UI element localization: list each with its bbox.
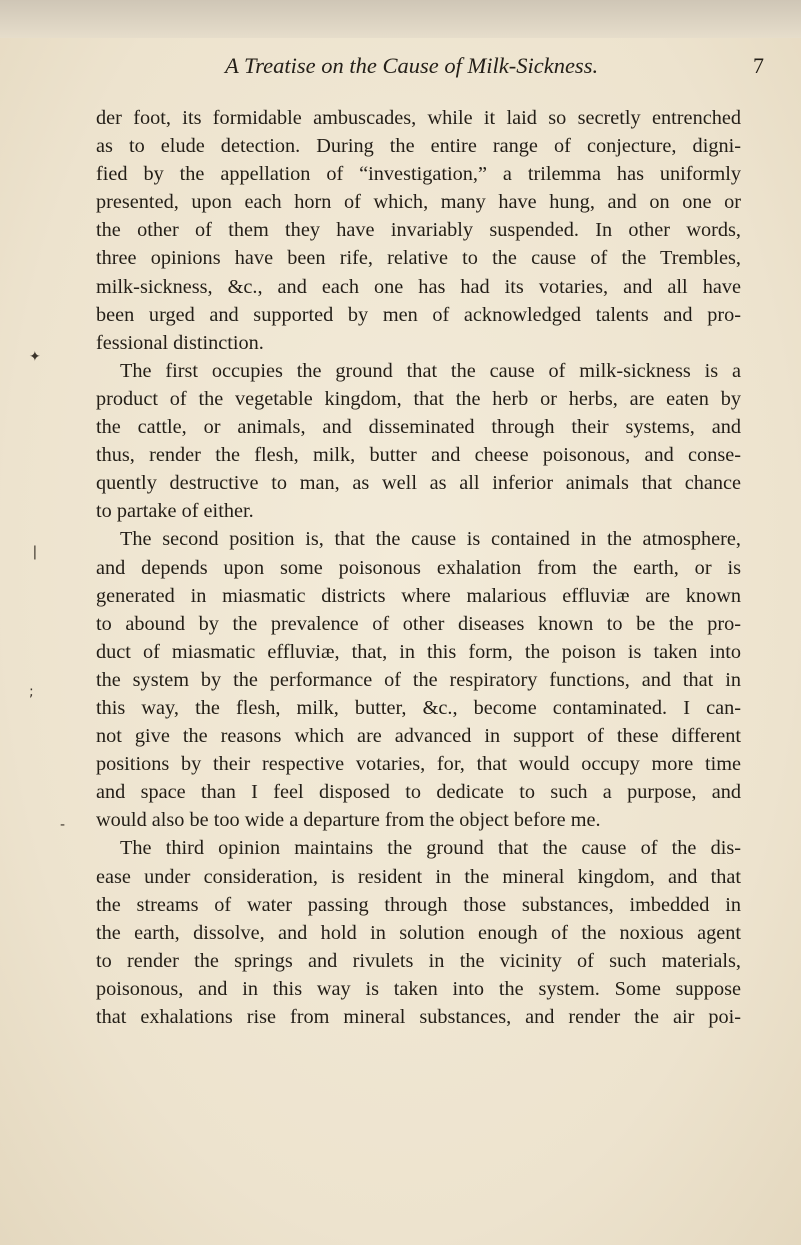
text-line: the system by the performance of the respiratory functions, and that in <box>96 668 741 691</box>
text-line: the earth, dissolve, and hold in solution enough of the noxious agent <box>96 921 741 944</box>
text-line: that exhalations rise from mineral substances, and render the air poi- <box>96 1006 741 1028</box>
text-line: generated in miasmatic districts where malarious effluviæ are known <box>96 584 741 607</box>
paragraph-first-line: The third opinion maintains the ground that the cause of the dis- <box>120 837 741 860</box>
paragraph-first-line: The second position is, that the cause is contained in the atmosphere, <box>120 528 741 551</box>
text-line: milk-sickness, &c., and each one has had its votaries, and all have <box>96 275 741 298</box>
text-line: presented, upon each horn of which, many have hung, and on one or <box>96 191 741 214</box>
paragraph-end-line: fessional distinction. <box>96 331 264 354</box>
text-line: positions by their respective votaries, for, that would occupy more time <box>96 753 741 776</box>
text-line: duct of miasmatic effluviæ, that, in this form, the poison is taken into <box>96 640 741 663</box>
margin-mark: ✦ <box>29 349 41 365</box>
text-line: thus, render the flesh, milk, butter and cheese poisonous, and conse- <box>96 444 741 467</box>
text-line: been urged and supported by men of acknowledged talents and pro- <box>96 303 741 326</box>
text-line: to abound by the prevalence of other diseases known to be the pro- <box>96 612 741 635</box>
text-line: product of the vegetable kingdom, that the herb or herbs, are eaten by <box>96 387 741 410</box>
text-line: quently destructive to man, as well as all inferior animals that chance <box>96 472 741 495</box>
text-line: to render the springs and rivulets in the vicinity of such materials, <box>96 949 741 972</box>
running-title: A Treatise on the Cause of Milk-Sickness. <box>225 53 599 78</box>
page-top-shadow <box>0 0 801 38</box>
text-line: ease under consideration, is resident in the mineral kingdom, and that <box>96 865 741 888</box>
margin-mark: ❘ <box>29 544 41 560</box>
text-line: the streams of water passing through those substances, imbedded in <box>96 893 741 916</box>
text-line: and depends upon some poisonous exhalation from the earth, or is <box>96 556 741 579</box>
text-line: the other of them they have invariably suspended. In other words, <box>96 219 741 242</box>
text-line: and space than I feel disposed to dedicate to such a purpose, and <box>96 781 741 804</box>
text-line: this way, the flesh, milk, butter, &c., become contaminated. I can- <box>96 696 741 719</box>
page-number: 7 <box>753 53 764 78</box>
text-line: as to elude detection. During the entire range of conjecture, digni- <box>96 135 741 158</box>
text-line: der foot, its formidable ambuscades, while it laid so secretly entrenched <box>96 107 741 129</box>
paragraph-end-line: to partake of either. <box>96 500 254 523</box>
text-line: fied by the appellation of “investigation,” a trilemma has uniformly <box>96 163 741 186</box>
text-line: not give the reasons which are advanced in support of these different <box>96 725 741 748</box>
text-line: the cattle, or animals, and disseminated through their systems, and <box>96 416 741 439</box>
text-line: poisonous, and in this way is taken into the system. Some suppose <box>96 977 741 1000</box>
paragraph-end-line: would also be too wide a departure from the object before me. <box>96 809 601 832</box>
body-text <box>96 104 741 1031</box>
text-line: three opinions have been rife, relative to the cause of the Trembles, <box>96 247 741 270</box>
margin-mark: - <box>60 817 66 833</box>
paragraph-first-line: The first occupies the ground that the cause of milk-sickness is a <box>120 359 741 382</box>
margin-mark: ; <box>29 684 34 700</box>
page-header <box>225 48 770 84</box>
